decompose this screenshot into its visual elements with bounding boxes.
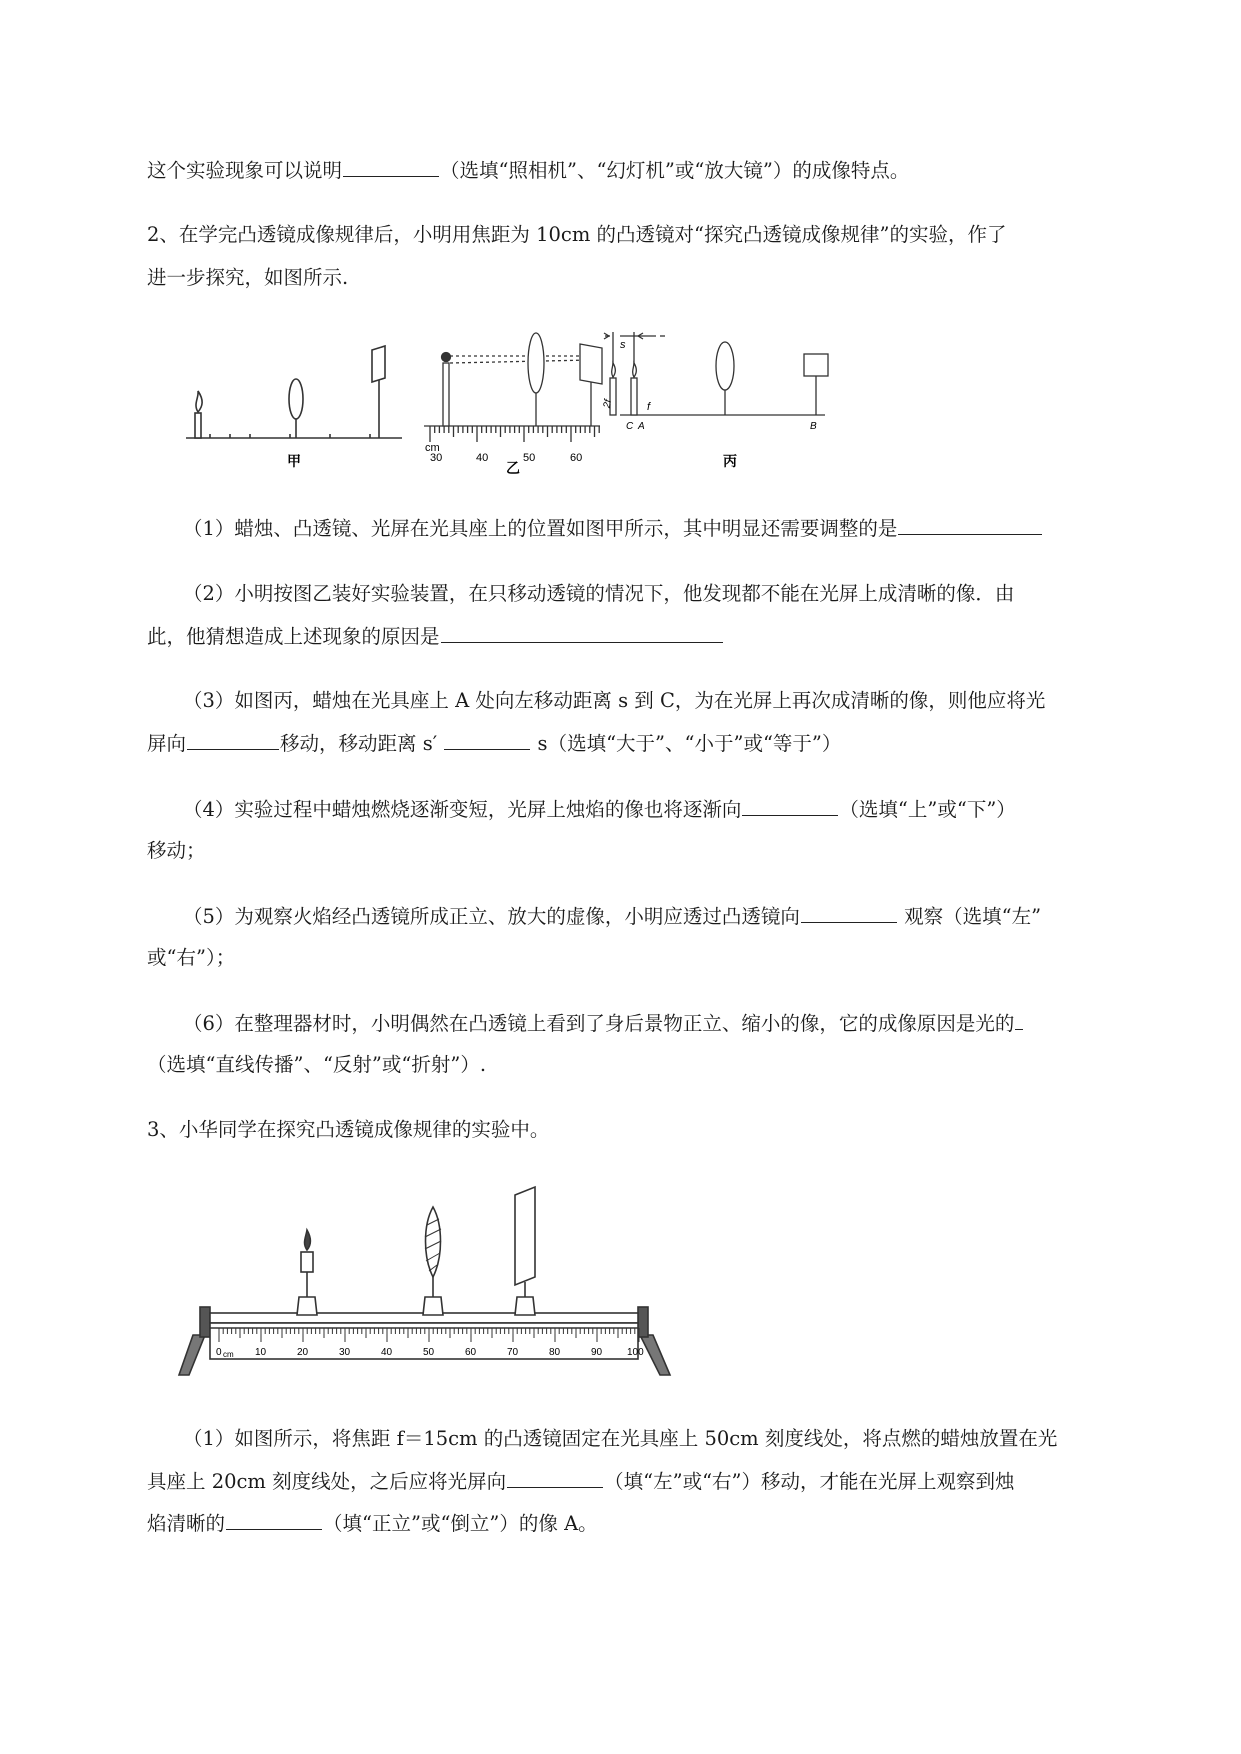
text-segment: （填“正立”或“倒立”）的像 A。 — [323, 1512, 598, 1535]
label-B: B — [810, 421, 817, 432]
text-segment: 移动，移动距离 s′ — [280, 732, 444, 755]
bench-tick-label: 50 — [423, 1347, 435, 1358]
figure-jia-yi-bing — [180, 330, 860, 480]
label-C: C — [626, 421, 634, 432]
bench-tick-label: 90 — [591, 1347, 603, 1358]
q3-1-line — [147, 1467, 1015, 1496]
q2-intro-line: 2、在学完凸透镜成像规律后，小明用焦距为 10cm 的凸透镜对“探究凸透镜成像规律”的实验，作了 — [147, 223, 1007, 246]
bench-tick-label: 60 — [465, 1347, 477, 1358]
answer-blank[interactable] — [801, 902, 897, 923]
label-s: s — [620, 339, 626, 351]
tick-label: 40 — [476, 452, 489, 464]
q2-2-line: （2）小明按图乙装好实验装置，在只移动透镜的情况下，他发现都不能在光屏上成清晰的像．由 — [183, 582, 1015, 605]
answer-blank[interactable] — [226, 1509, 322, 1530]
tick-label: 50 — [523, 452, 536, 464]
text-segment: 此，他猜想造成上述现象的原因是 — [147, 625, 440, 648]
q3-intro-line: 3、小华同学在探究凸透镜成像规律的实验中。 — [147, 1118, 550, 1141]
q2-intro-line: 进一步探究，如图所示. — [147, 266, 349, 289]
bench-tick-label: 40 — [381, 1347, 393, 1358]
q2-6-line: （选填“直线传播”、“反射”或“折射”）. — [147, 1053, 487, 1076]
text-segment: （选填“上”或“下”） — [839, 798, 1016, 821]
text-segment: 屏向 — [147, 732, 187, 755]
q1-tail-line — [147, 156, 909, 185]
answer-blank[interactable] — [1015, 1009, 1023, 1030]
text-segment: （1）蜡烛、凸透镜、光屏在光具座上的位置如图甲所示，其中明显还需要调整的是 — [183, 517, 898, 540]
text-segment: 这个实验现象可以说明 — [147, 159, 343, 182]
text-segment: （6）在整理器材时，小明偶然在凸透镜上看到了身后景物正立、缩小的像，它的成像原因是光的 — [183, 1012, 1015, 1035]
diagram-jia — [186, 346, 402, 438]
q2-5-line — [183, 902, 1041, 931]
q2-6-line — [183, 1009, 1024, 1038]
label-2f: 2f — [601, 398, 615, 409]
label-A: A — [638, 421, 645, 432]
answer-blank[interactable] — [742, 795, 838, 816]
bench-tick-label: 0 — [216, 1347, 222, 1358]
q3-1-line — [147, 1509, 598, 1538]
q2-5-line: 或“右”）； — [147, 946, 236, 969]
text-segment: 焰清晰的 — [147, 1512, 226, 1535]
q2-1-line — [183, 514, 1043, 543]
label-bing: 丙 — [723, 453, 737, 469]
bench-tick-label: 20 — [297, 1347, 309, 1358]
tick-label: 60 — [570, 452, 583, 464]
q2-4-line — [183, 795, 1016, 824]
text-segment: （5）为观察火焰经凸透镜所成正立、放大的虚像，小明应透过凸透镜向 — [183, 905, 800, 928]
answer-blank[interactable] — [444, 729, 530, 750]
bench-tick-label: 100 — [627, 1347, 644, 1358]
text-segment: 观察（选填“左” — [897, 905, 1042, 928]
answer-blank[interactable] — [343, 156, 439, 177]
diagram-yi — [424, 333, 602, 442]
bench-tick-label: 70 — [507, 1347, 519, 1358]
label-yi: 乙 — [506, 460, 520, 476]
tick-label: 30 — [430, 452, 443, 464]
bench-unit: cm — [223, 1350, 234, 1359]
bench-tick-label: 10 — [255, 1347, 267, 1358]
text-segment: s（选填“大于”、“小于”或“等于”） — [531, 732, 842, 755]
q2-3-line: （3）如图丙，蜡烛在光具座上 A 处向左移动距离 s 到 C，为在光屏上再次成清晰的像，则他应将光 — [183, 689, 1046, 712]
label-f: f — [647, 401, 651, 413]
diagram-bing — [601, 332, 828, 415]
text-segment: （选填“照相机”、“幻灯机”或“放大镜”）的成像特点。 — [440, 159, 910, 182]
label-yi-unit: cm — [425, 442, 440, 454]
q2-2-line — [147, 622, 724, 651]
bench-tick-label: 80 — [549, 1347, 561, 1358]
text-segment: （填“左”或“右”）移动，才能在光屏上观察到烛 — [604, 1470, 1015, 1493]
label-jia: 甲 — [287, 453, 301, 469]
q2-3-line — [147, 729, 841, 758]
answer-blank[interactable] — [898, 514, 1042, 535]
text-segment: 具座上 20cm 刻度线处，之后应将光屏向 — [147, 1470, 507, 1493]
q2-4-line: 移动； — [147, 839, 206, 862]
figure-optical-bench — [175, 1185, 675, 1390]
text-segment: （4）实验过程中蜡烛燃烧逐渐变短，光屏上烛焰的像也将逐渐向 — [183, 798, 742, 821]
answer-blank[interactable] — [507, 1467, 603, 1488]
q3-1-line: （1）如图所示，将焦距 f＝15cm 的凸透镜固定在光具座上 50cm 刻度线处，将点燃的蜡烛放置在光 — [183, 1427, 1058, 1450]
answer-blank[interactable] — [441, 622, 723, 643]
bench-tick-label: 30 — [339, 1347, 351, 1358]
answer-blank[interactable] — [187, 729, 279, 750]
